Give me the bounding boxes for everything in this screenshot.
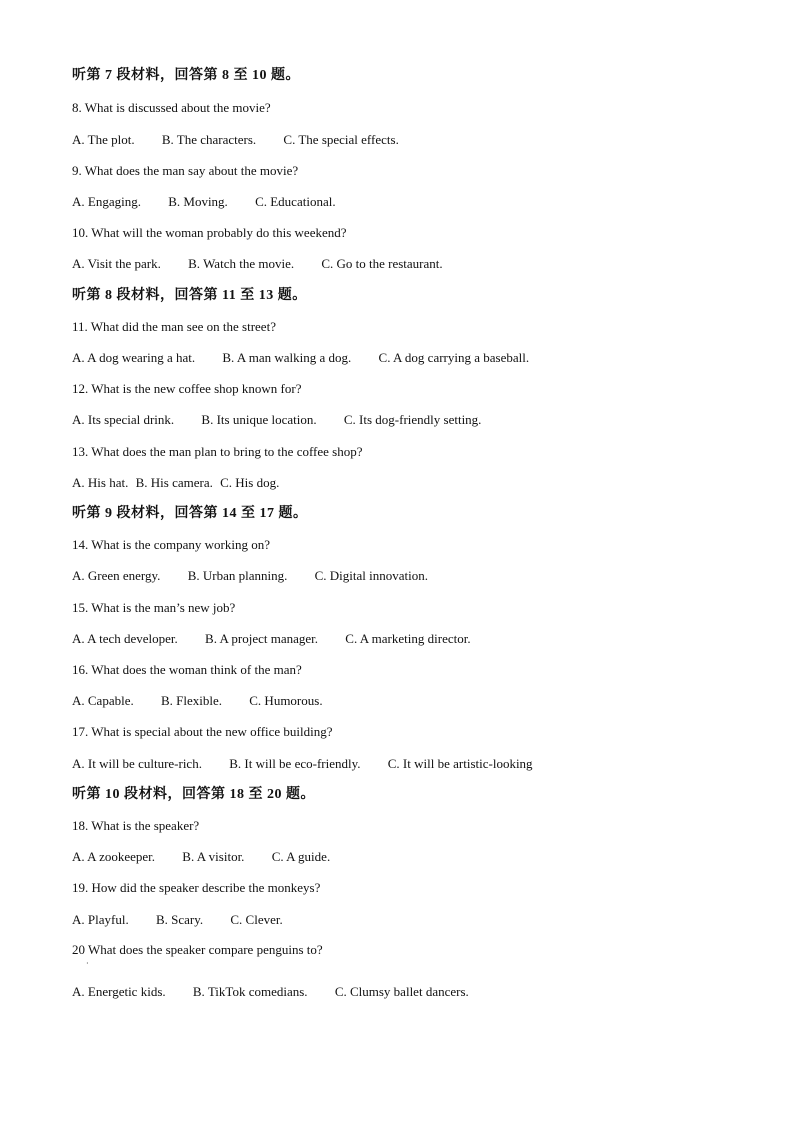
option-a: A. Energetic kids. [72,984,166,999]
option-b: B. A man walking a dog. [222,350,352,365]
option-c: C. Go to the restaurant. [321,256,443,271]
section-heading: 听第 9 段材料，回答第 14 至 17 题。 [72,506,308,521]
option-c: C. Clever. [230,912,283,927]
option-b: B. Flexible. [160,693,223,708]
options-row [72,693,347,709]
option-a: A. A dog wearing a hat. [72,350,196,365]
options-row [72,912,307,928]
option-a: A. Playful. [72,912,129,927]
option-c: C. The special effects. [283,132,399,147]
options-row [72,984,493,1000]
options-row [72,756,557,772]
question-text: 18. What is the speaker? [72,818,200,833]
option-c: C. It will be artistic-looking [387,756,533,771]
option-a: A. It will be culture-rich. [72,756,202,771]
option-c: C. Humorous. [249,693,323,708]
option-c: C. A guide. [271,849,331,864]
option-a: A. Its special drink. [72,412,175,427]
question-text: 16. What does the woman think of the man? [72,662,302,677]
option-c: C. Educational. [255,194,336,209]
options-row [72,194,360,210]
options-row [72,475,283,491]
options-row [72,256,467,272]
question-text: 17. What is special about the new office building? [72,724,333,739]
option-b: B. A project manager. [205,631,319,646]
question-text: 9. What does the man say about the movie? [72,163,299,178]
option-b: B. The characters. [161,132,257,147]
question-text: 13. What does the man plan to bring to the coffee shop? [72,444,363,459]
option-b: B. TikTok comedians. [192,984,308,999]
question-text: 11. What did the man see on the street? [72,319,276,334]
question-text: 14. What is the company working on? [72,537,270,552]
option-b: B. A visitor. [182,849,245,864]
option-b: B. Urban planning. [187,568,288,583]
option-a: A. Visit the park. [72,256,161,271]
question-text: 15. What is the man’s new job? [72,600,236,615]
options-row [72,849,354,865]
option-a: A. The plot. [72,132,135,147]
option-a: A. A tech developer. [72,631,178,646]
option-b: B. Watch the movie. [188,256,295,271]
option-c: C. A dog carrying a baseball. [378,350,530,365]
options-row [72,350,553,366]
question-text: 8. What is discussed about the movie? [72,100,271,115]
section-heading: 听第 10 段材料，回答第 18 至 20 题。 [72,787,315,802]
question-text: 19. How did the speaker describe the monkeys? [72,880,321,895]
option-b: B. Moving. [168,194,228,209]
option-a: A. His hat. [72,475,129,490]
option-a: A. Engaging. [72,194,141,209]
option-b: B. Scary. [155,912,204,927]
option-c: C. Its dog-friendly setting. [343,412,482,427]
options-row [72,631,495,647]
option-a: A. Capable. [72,693,134,708]
question-text: 12. What is the new coffee shop known for? [72,381,302,396]
option-a: A. A zookeeper. [72,849,156,864]
section-heading: 听第 8 段材料，回答第 11 至 13 题。 [72,288,307,303]
option-c: C. His dog. [220,475,280,490]
option-b: B. Its unique location. [201,412,317,427]
option-c: C. A marketing director. [345,631,471,646]
option-b: B. It will be eco-friendly. [229,756,361,771]
option-a: A. Green energy. [72,568,161,583]
options-row [72,412,505,428]
stray-dot-mark: · [86,959,89,968]
options-row [72,132,423,148]
option-c: C. Digital innovation. [314,568,428,583]
question-text: 20 What does the speaker compare penguins to? [72,942,323,957]
section-heading: 听第 7 段材料，回答第 8 至 10 题。 [72,68,300,83]
question-text: 10. What will the woman probably do this weekend? [72,225,347,240]
options-row [72,568,452,584]
option-b: B. His camera. [135,475,213,490]
option-c: C. Clumsy ballet dancers. [334,984,469,999]
